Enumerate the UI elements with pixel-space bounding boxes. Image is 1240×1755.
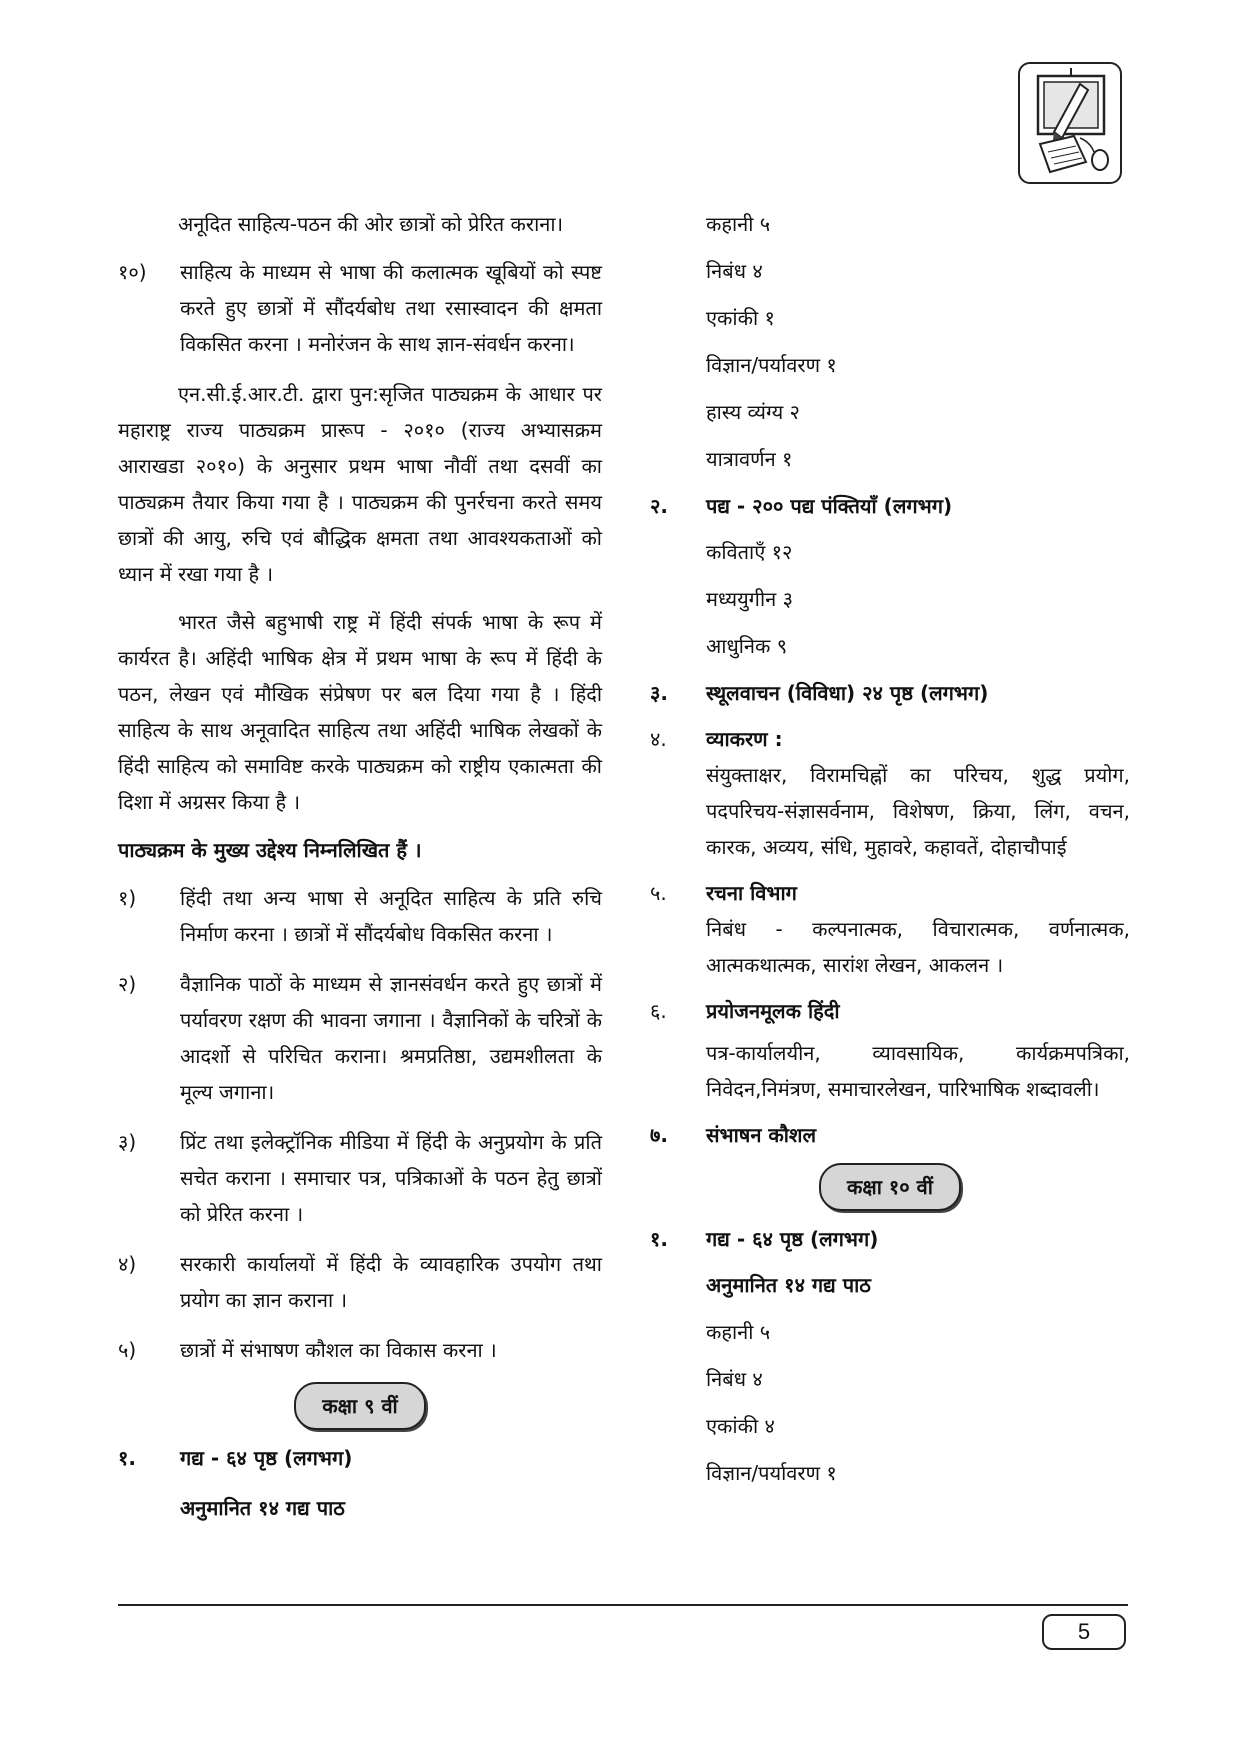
- item-text: गद्य - ६४ पृष्ठ (लगभग): [706, 1227, 879, 1251]
- item-text: पद्य - २०० पद्य पंक्तियाँ (लगभग): [706, 494, 953, 518]
- prose-list-item: विज्ञान/पर्यावरण १: [706, 1461, 837, 1485]
- prose-list-item: निबंध ४: [706, 259, 763, 283]
- poetry-list-item: मध्ययुगीन ३: [706, 587, 793, 611]
- class-9-badge-wrap: [118, 1382, 602, 1430]
- item-number: ३): [118, 1130, 137, 1154]
- bharat-paragraph: भारत जैसे बहुभाषी राष्ट्र में हिंदी संपर्क भाषा के रूप में कार्यरत है। अहिंदी भाषिक क्षेत्र में प्रथम भाषा के रूप में हिंदी के पठन, लेखन एवं मौखिक संप्रेषण पर बल दिया गया है । हिंदी साहित्य के साथ अनूवादित साहित्य तथा अहिंदी भाषिक लेखकों के हिंदी साहित्य को समाविष्ट करके पाठ्यक्रम को राष्ट्रीय एकात्मता की दिशा में अग्रसर किया है ।: [118, 610, 602, 814]
- right-column: [650, 206, 1130, 1502]
- item-text: हिंदी तथा अन्य भाषा से अनूदित साहित्य के प्रति रुचि निर्माण करना । छात्रों में सौंदर्यबोध विकसित करना ।: [180, 886, 602, 946]
- item-text: स्थूलवाचन (विविधा) २४ पृष्ठ (लगभग): [706, 681, 989, 705]
- poetry-item: [650, 488, 1130, 524]
- page-number: 5: [1042, 1614, 1126, 1650]
- intro-paragraph: अनूदित साहित्य-पठन की ओर छात्रों को प्रेरित कराना।: [178, 212, 564, 236]
- grammar-title: व्याकरण :: [706, 727, 783, 751]
- item-number: ३.: [650, 681, 668, 705]
- class-9-badge: कक्षा ९ वीं: [294, 1382, 426, 1430]
- item-text: सरकारी कार्यालयों में हिंदी के व्यावहारिक उपयोग तथा प्रयोग का ज्ञान कराना ।: [180, 1252, 602, 1312]
- item-number: ६.: [650, 999, 667, 1023]
- item-number: १०): [118, 260, 147, 284]
- composition-title: रचना विभाग: [706, 881, 797, 905]
- class-10-prose-sub: अनुमानित १४ गद्य पाठ: [706, 1273, 871, 1297]
- class-10-prose-item: [650, 1221, 1130, 1257]
- objective-item: [118, 880, 602, 952]
- objective-item: [118, 1332, 602, 1368]
- item-number: ५): [118, 1338, 137, 1362]
- grammar-item: [650, 721, 1130, 865]
- left-column: [118, 206, 602, 1538]
- computer-drawing-icon: [1018, 62, 1122, 184]
- item-text: साहित्य के माध्यम से भाषा की कलात्मक खूबियों को स्पष्ट करते हुए छात्रों में सौंदर्यबोध तथा रसास्वादन की क्षमता विकसित करना । मनोरंजन के साथ ज्ञान-संवर्धन करना।: [180, 260, 602, 356]
- footer-rule: [118, 1604, 1128, 1606]
- class-10-badge: कक्षा १० वीं: [819, 1163, 961, 1211]
- prose-list-item: निबंध ४: [706, 1367, 763, 1391]
- speaking-skill-item: [650, 1117, 1130, 1153]
- item-number: ५.: [650, 881, 667, 905]
- item-number: ७.: [650, 1123, 668, 1147]
- item-number: २.: [650, 494, 668, 518]
- item-number: ४): [118, 1252, 137, 1276]
- functional-hindi-title: प्रयोजनमूलक हिंदी: [706, 999, 840, 1023]
- objective-item: [118, 1124, 602, 1232]
- item-text: प्रिंट तथा इलेक्ट्रॉनिक मीडिया में हिंदी के अनुप्रयोग के प्रति सचेत कराना । समाचार पत्र, पत्रिकाओं के पठन हेतु छात्रों को प्रेरित करना ।: [180, 1130, 602, 1226]
- grammar-body: संयुक्ताक्षर, विरामचिह्नों का परिचय, शुद्ध प्रयोग, पदपरिचय-संज्ञासर्वनाम, विशेषण, क्रिया, लिंग, वचन, कारक, अव्यय, संधि, मुहावरे, कहावतें, दोहाचौपाई: [706, 763, 1130, 859]
- objective-item-10: [118, 254, 602, 362]
- item-number: १.: [118, 1446, 136, 1470]
- objective-item: [118, 1246, 602, 1318]
- rapid-reading-item: [650, 675, 1130, 711]
- objectives-heading: पाठ्यक्रम के मुख्य उद्देश्य निम्नलिखित हैं ।: [118, 838, 422, 862]
- class-10-badge-wrap: [650, 1163, 1130, 1211]
- functional-hindi-body: पत्र-कार्यालयीन, व्यावसायिक, कार्यक्रमपत्रिका, निवेदन,निमंत्रण, समाचारलेखन, पारिभाषिक शब्दावली।: [706, 1041, 1130, 1101]
- prose-list-item: विज्ञान/पर्यावरण १: [706, 353, 837, 377]
- item-text: गद्य - ६४ पृष्ठ (लगभग): [180, 1446, 353, 1470]
- prose-list-item: एकांकी ४: [706, 1414, 775, 1438]
- composition-body: निबंध - कल्पनात्मक, विचारात्मक, वर्णनात्मक, आत्मकथात्मक, सारांश लेखन, आकलन ।: [706, 917, 1130, 977]
- item-text: संभाषन कौशल: [706, 1123, 817, 1147]
- prose-list-item: यात्रावर्णन १: [706, 447, 793, 471]
- class-9-prose-sub: अनुमानित १४ गद्य पाठ: [180, 1496, 345, 1520]
- functional-hindi-item: [650, 993, 1130, 1107]
- poetry-list-item: आधुनिक ९: [706, 634, 788, 658]
- item-number: १): [118, 886, 137, 910]
- prose-list-item: हास्य व्यंग्य २: [706, 400, 800, 424]
- prose-list-item: कहानी ५: [706, 212, 771, 236]
- poetry-list-item: कविताएँ १२: [706, 540, 793, 564]
- item-number: ४.: [650, 727, 667, 751]
- item-number: १.: [650, 1227, 668, 1251]
- item-number: २): [118, 972, 137, 996]
- objective-item: [118, 966, 602, 1110]
- item-text: वैज्ञानिक पाठों के माध्यम से ज्ञानसंवर्धन करते हुए छात्रों में पर्यावरण रक्षण की भावना जगाना । वैज्ञानिकों के चरित्रों के आदर्शो से परिचित कराना। श्रमप्रतिष्ठा, उद्यमशीलता के मूल्य जगाना।: [180, 972, 602, 1104]
- prose-list-item: कहानी ५: [706, 1320, 771, 1344]
- class-9-prose-item: [118, 1440, 602, 1476]
- prose-list-item: एकांकी १: [706, 306, 775, 330]
- composition-item: [650, 875, 1130, 983]
- ncert-paragraph: एन.सी.ई.आर.टी. द्वारा पुन:सृजित पाठ्यक्रम के आधार पर महाराष्ट्र राज्य पाठ्यक्रम प्रारूप - २०१० (राज्य अभ्यासक्रम आराखडा २०१०) के अनुसार प्रथम भाषा नौवीं तथा दसवीं का पाठ्यक्रम तैयार किया गया है । पाठ्यक्रम की पुनर्रचना करते समय छात्रों की आयु, रुचि एवं बौद्धिक क्षमता तथा आवश्यकताओं को ध्यान में रखा गया है ।: [118, 382, 602, 586]
- item-text: छात्रों में संभाषण कौशल का विकास करना ।: [180, 1338, 497, 1362]
